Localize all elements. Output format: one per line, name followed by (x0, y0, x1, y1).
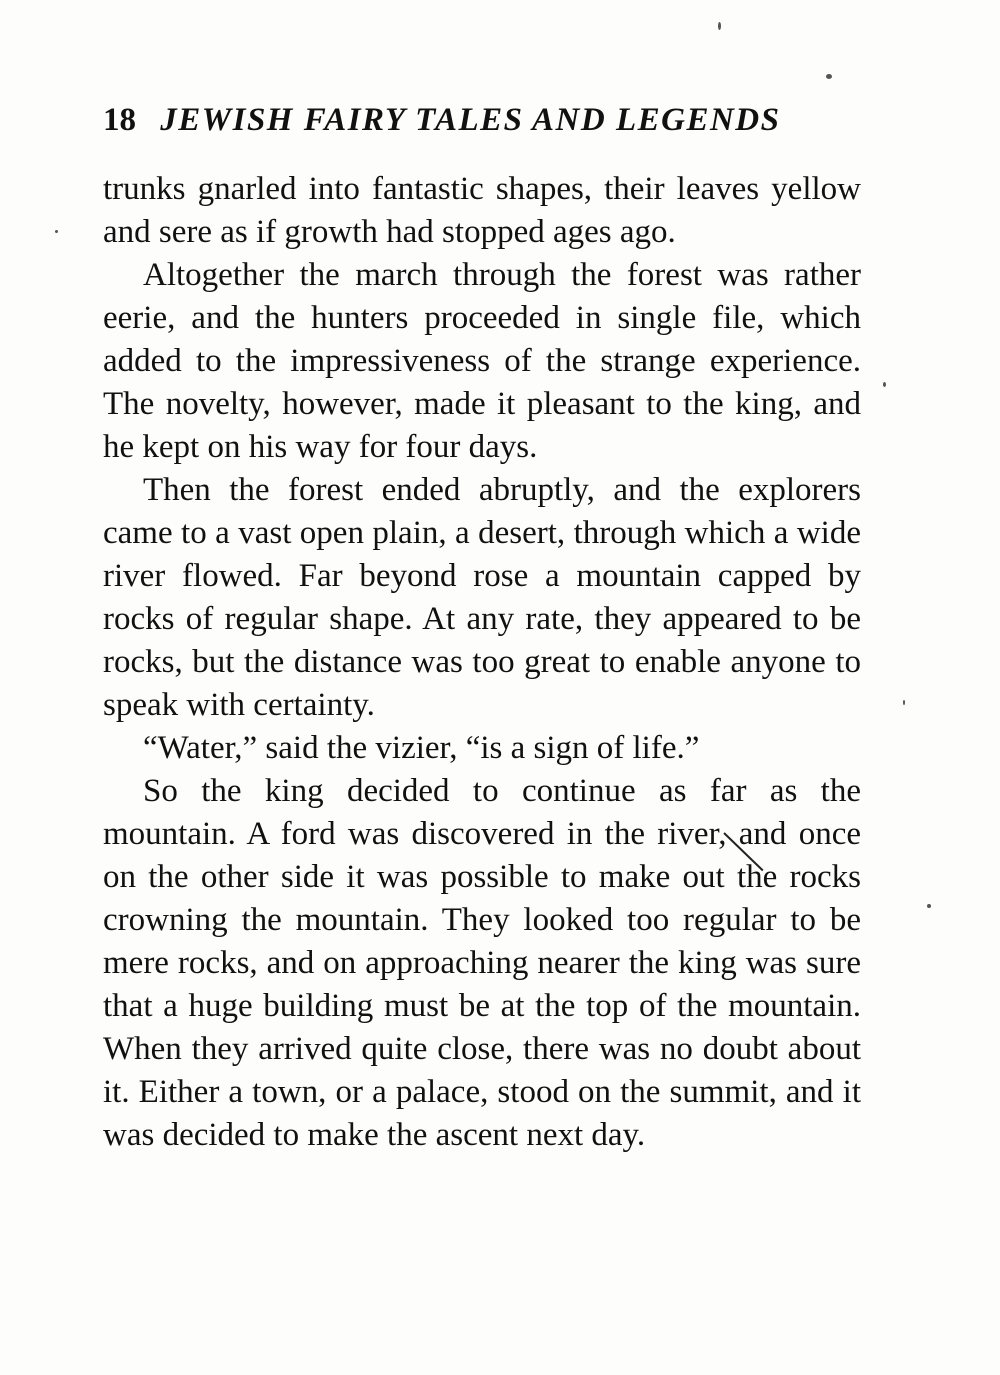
paragraph-2: Altogether the march through the forest was rather eerie, and the hunters proceeded in single file, which added to the impressiveness of the strange experience. The novelty, however, made it pleasant to the king, and he kept on his way for four days. (103, 257, 861, 465)
paragraph-5: So the king decided to continue as far as the mountain. A ford was discovered in the river, and once on the other side it was possible to make out the rocks crowning the mountain. They looked too regular to be mere rocks, and on approaching nearer the king was sure that a huge building must be at the top of the mountain. When they arrived quite close, there was no doubt about it. Either a town, or a palace, stood on the summit, and it was decided to make the ascent next day. (103, 773, 861, 1153)
paragraph-3: Then the forest ended abruptly, and the explorers came to a vast open plain, a desert, through which a wide river flowed. Far beyond rose a mountain capped by rocks of regular shape. At any rate, they appeared to be rocks, but the distance was too great to enable anyone to speak with certainty. (103, 472, 861, 723)
scan-speck (927, 904, 931, 908)
scan-speck (903, 700, 905, 705)
book-title: JEWISH FAIRY TALES AND LEGENDS (160, 102, 781, 138)
page-number: 18 (103, 102, 136, 138)
body-text (103, 168, 861, 1157)
scan-speck (718, 22, 721, 30)
scan-speck (883, 382, 886, 387)
running-head (103, 98, 863, 142)
paragraph-1: trunks gnarled into fantastic shapes, their leaves yellow and sere as if growth had stopped ages ago. (103, 171, 861, 250)
paragraph-4: “Water,” said the vizier, “is a sign of life.” (143, 730, 700, 766)
scan-speck (55, 230, 58, 233)
scan-speck (826, 74, 832, 79)
